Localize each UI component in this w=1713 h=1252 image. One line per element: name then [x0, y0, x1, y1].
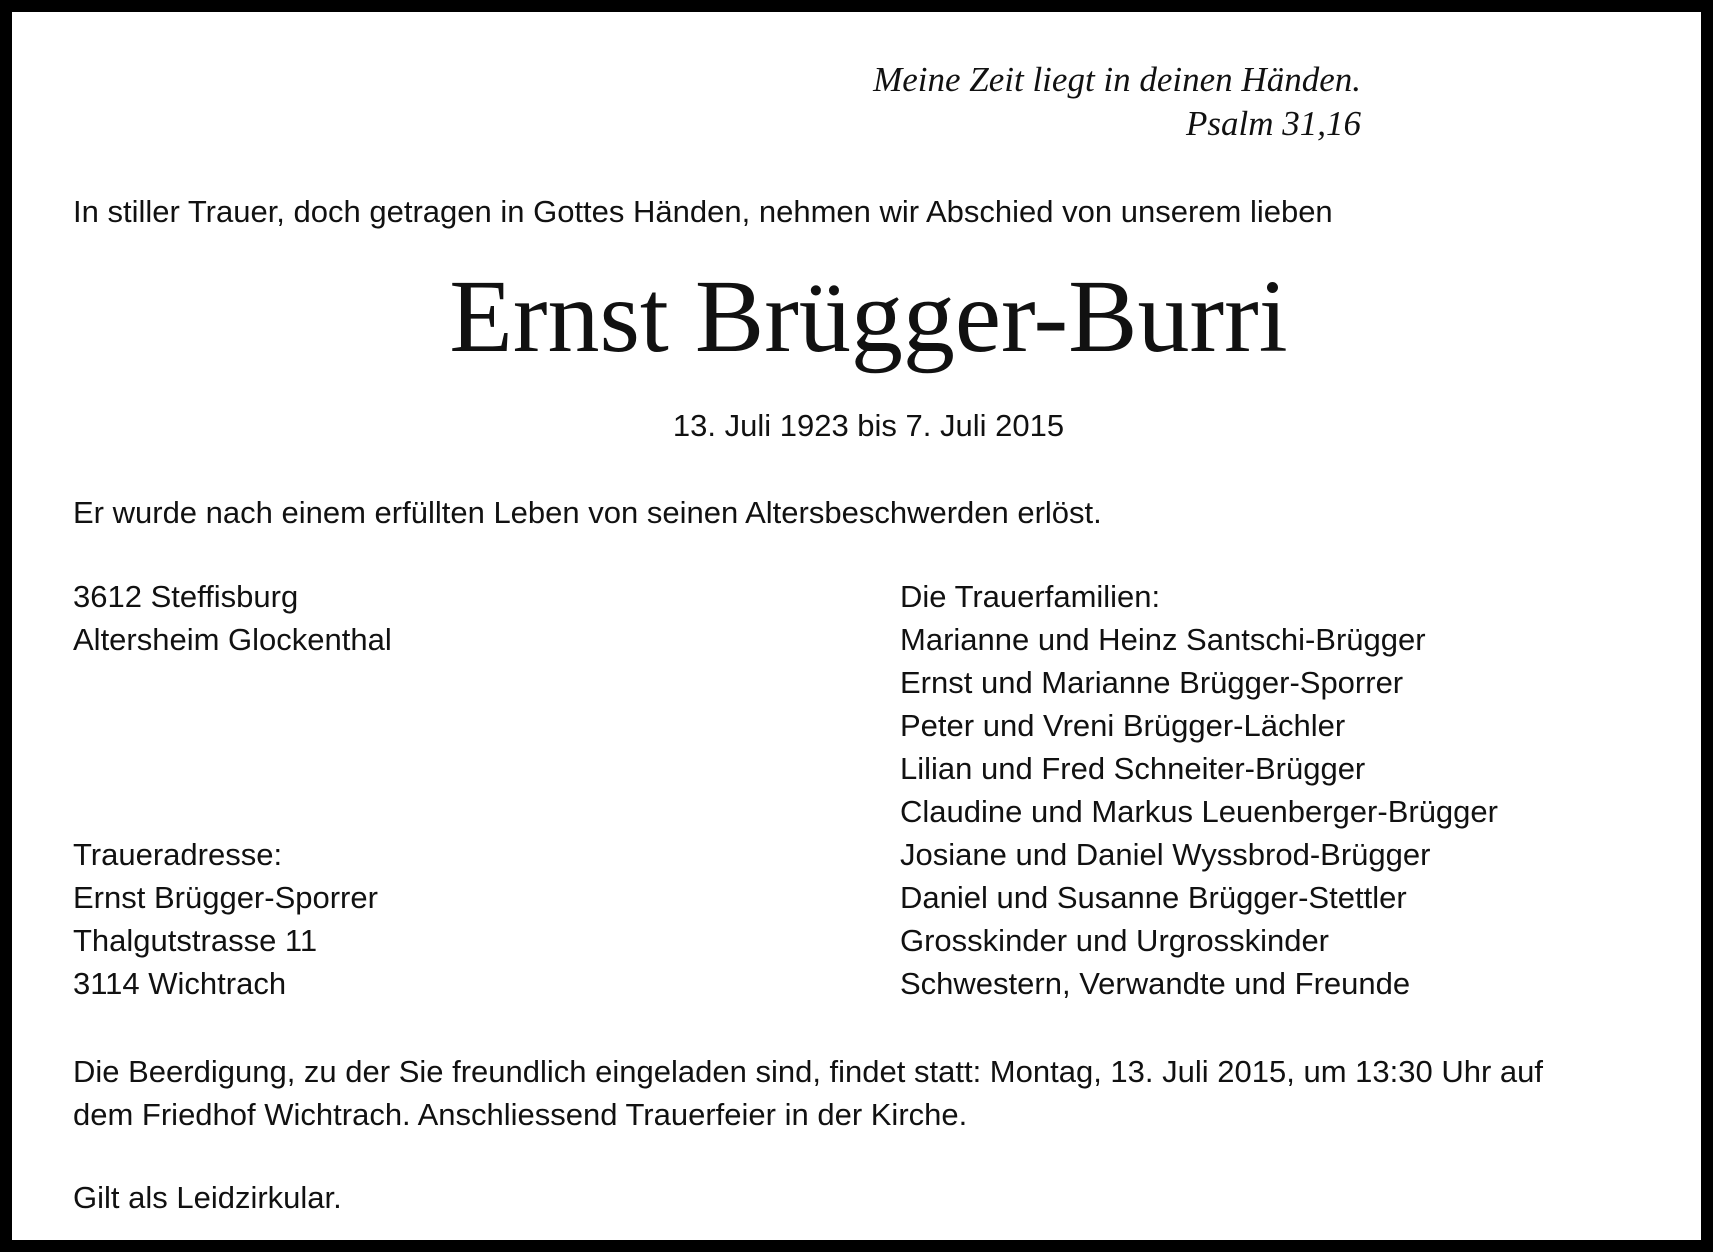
intro-text: In stiller Trauer, doch getragen in Gottes Händen, nehmen wir Abschied von unserem lieben [73, 194, 1333, 229]
psalm-quote [873, 58, 1361, 146]
family-member: Peter und Vreni Brügger-Lächler [900, 708, 1346, 743]
life-dates: 13. Juli 1923 bis 7. Juli 2015 [672, 408, 1065, 443]
address-column [73, 575, 853, 1005]
family-member: Marianne und Heinz Santschi-Brügger [900, 622, 1426, 657]
released-text: Er wurde nach einem erfüllten Leben von seinen Altersbeschwerden erlöst. [73, 495, 1102, 530]
mourning-address-label: Traueradresse: [73, 837, 283, 872]
family-member: Schwestern, Verwandte und Freunde [900, 966, 1411, 1001]
residence-line-1: 3612 Steffisburg [73, 579, 299, 614]
family-member: Josiane und Daniel Wyssbrod-Brügger [900, 837, 1431, 872]
family-member: Grosskinder und Urgrosskinder [900, 923, 1330, 958]
families-heading: Die Trauerfamilien: [900, 579, 1161, 614]
residence-line-2: Altersheim Glockenthal [73, 622, 392, 657]
column-spacer [73, 661, 853, 833]
mourning-address-street: Thalgutstrasse 11 [73, 923, 318, 958]
mourning-address-name: Ernst Brügger-Sporrer [73, 880, 378, 915]
families-column [900, 575, 1680, 1005]
family-member: Lilian und Fred Schneiter-Brügger [900, 751, 1366, 786]
circular-note: Gilt als Leidzirkular. [73, 1180, 342, 1215]
deceased-name: Ernst Brügger-Burri [449, 259, 1288, 374]
funeral-line-1: Die Beerdigung, zu der Sie freundlich eingeladen sind, findet statt: Montag, 13. Juli 2015, um 13:30 Uhr auf [73, 1054, 1543, 1089]
funeral-line-2: dem Friedhof Wichtrach. Anschliessend Trauerfeier in der Kirche. [73, 1097, 968, 1132]
psalm-quote-text: Meine Zeit liegt in deinen Händen. [873, 60, 1361, 99]
psalm-reference: Psalm 31,16 [1186, 104, 1361, 143]
mourning-address-city: 3114 Wichtrach [73, 966, 287, 1001]
family-member: Claudine und Markus Leuenberger-Brügger [900, 794, 1498, 829]
funeral-details [73, 1050, 1673, 1136]
family-member: Daniel und Susanne Brügger-Stettler [900, 880, 1407, 915]
family-member: Ernst und Marianne Brügger-Sporrer [900, 665, 1404, 700]
